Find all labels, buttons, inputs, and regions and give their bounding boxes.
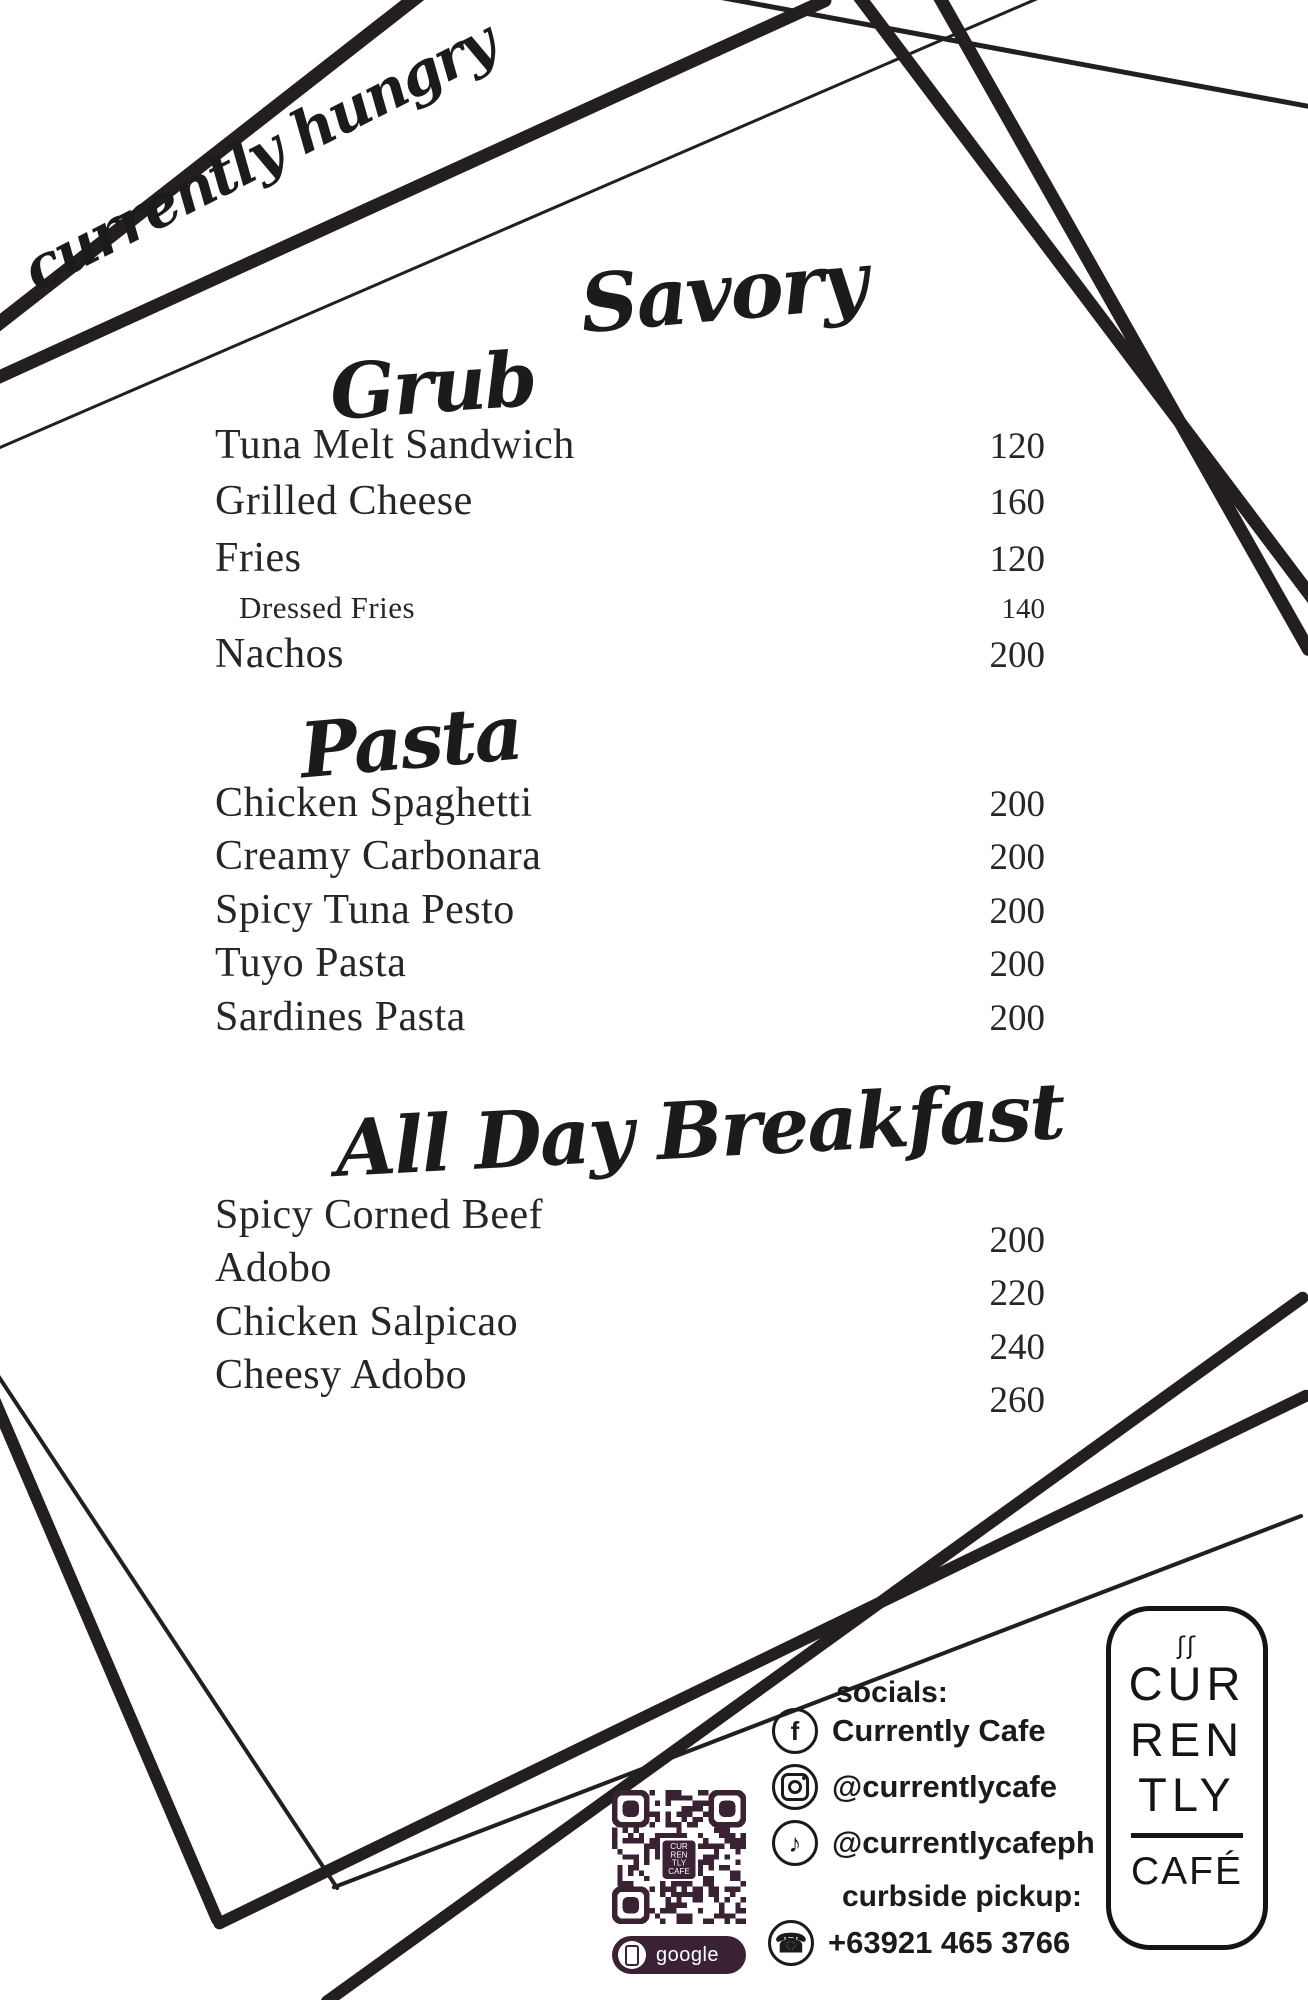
- menu-section-grub: [215, 420, 1045, 685]
- menu-item-row: [215, 778, 1045, 828]
- corner-script-text: currently hungry: [11, 7, 506, 305]
- item-name: Sardines Pasta: [215, 993, 466, 1040]
- brush-line-bottom-left-1: [0, 1376, 225, 1928]
- item-name: Creamy Carbonara: [215, 833, 542, 880]
- cafe-logo: [1106, 1606, 1268, 1950]
- item-name: Tuyo Pasta: [215, 940, 407, 987]
- instagram-handle: @currentlycafe: [832, 1769, 1057, 1804]
- menu-item-row: [215, 533, 1045, 583]
- facebook-icon: f: [772, 1708, 818, 1754]
- phone-row: [768, 1920, 1070, 1966]
- item-price: 200: [989, 1220, 1045, 1261]
- svg-text:TLY: TLY: [671, 1858, 687, 1868]
- item-price: 200: [989, 944, 1045, 986]
- svg-text:CUR: CUR: [670, 1841, 688, 1851]
- logo-line-1: CUR: [1128, 1657, 1246, 1711]
- menu-item-row: [215, 831, 1045, 881]
- item-price: 220: [989, 1273, 1045, 1315]
- item-name: Chicken Salpicao: [215, 1298, 519, 1345]
- item-price: 200: [989, 784, 1045, 825]
- menu-item-row-sub: [215, 589, 1045, 627]
- facebook-handle: Currently Cafe: [832, 1713, 1046, 1748]
- instagram-icon: [772, 1764, 818, 1810]
- item-name: Cheesy Adobo: [215, 1352, 468, 1399]
- google-label: google: [656, 1943, 720, 1966]
- item-name: Fries: [215, 534, 302, 581]
- tiktok-icon: ♪: [772, 1820, 818, 1866]
- item-price: 120: [989, 426, 1045, 467]
- steam-icon: ʃʃ: [1176, 1632, 1198, 1660]
- item-price: 200: [989, 634, 1045, 676]
- logo-line-3: TLY: [1138, 1768, 1236, 1822]
- item-name: Tuna Melt Sandwich: [215, 422, 575, 468]
- item-name: Dressed Fries: [239, 590, 416, 626]
- svg-text:CAFE: CAFE: [668, 1866, 690, 1876]
- menu-section-all-day-breakfast: [215, 1190, 1045, 1422]
- smartphone-icon: [618, 1941, 646, 1969]
- tiktok-row: [772, 1820, 1095, 1866]
- menu-item-row: [215, 1243, 1045, 1315]
- section-title-all-day-breakfast: All Day Breakfast: [333, 1065, 1066, 1196]
- item-price: 200: [989, 890, 1045, 932]
- item-price: 240: [989, 1326, 1045, 1368]
- item-price: 160: [989, 482, 1045, 524]
- item-name: Adobo: [215, 1245, 332, 1292]
- logo-subtitle: CAFÉ: [1130, 1849, 1243, 1893]
- curbside-pickup-label: curbside pickup:: [841, 1880, 1083, 1913]
- section-title-pasta: Pasta: [296, 687, 525, 796]
- menu-item-row: [215, 1350, 1045, 1422]
- phone-icon: ☎: [768, 1920, 814, 1966]
- menu-item-row: [215, 938, 1045, 988]
- logo-underline: [1131, 1833, 1243, 1838]
- menu-item-row: [215, 420, 1045, 470]
- menu-item-row: [215, 629, 1045, 679]
- facebook-row: [772, 1708, 1046, 1754]
- logo-line-2: REN: [1129, 1712, 1245, 1766]
- item-name: Spicy Tuna Pesto: [215, 886, 515, 933]
- menu-item-row: [215, 992, 1045, 1042]
- menu-item-row: [215, 885, 1045, 935]
- google-pill: [612, 1936, 746, 1974]
- item-name: Nachos: [215, 630, 344, 677]
- item-price: 120: [989, 538, 1045, 580]
- phone-number: +63921 465 3766: [828, 1925, 1071, 1960]
- item-name: Chicken Spaghetti: [215, 780, 533, 826]
- item-price: 200: [989, 997, 1045, 1039]
- menu-item-row: [215, 476, 1045, 526]
- category-heading: Savory: [576, 232, 870, 352]
- item-price: 200: [989, 837, 1045, 879]
- menu-item-row: [215, 1297, 1045, 1368]
- instagram-row: [772, 1764, 1057, 1810]
- item-price: 260: [989, 1380, 1045, 1422]
- item-name: Spicy Corned Beef: [215, 1192, 544, 1238]
- qr-code: [612, 1790, 746, 1924]
- tiktok-handle: @currentlycafeph: [832, 1825, 1095, 1860]
- svg-text:REN: REN: [670, 1850, 688, 1860]
- menu-item-row: [215, 1190, 1045, 1261]
- menu-section-pasta: [215, 778, 1045, 1045]
- section-title-grub: Grub: [327, 333, 539, 438]
- item-name: Grilled Cheese: [215, 478, 473, 525]
- item-price: 140: [1001, 593, 1045, 626]
- socials-label: socials:: [836, 1676, 948, 1709]
